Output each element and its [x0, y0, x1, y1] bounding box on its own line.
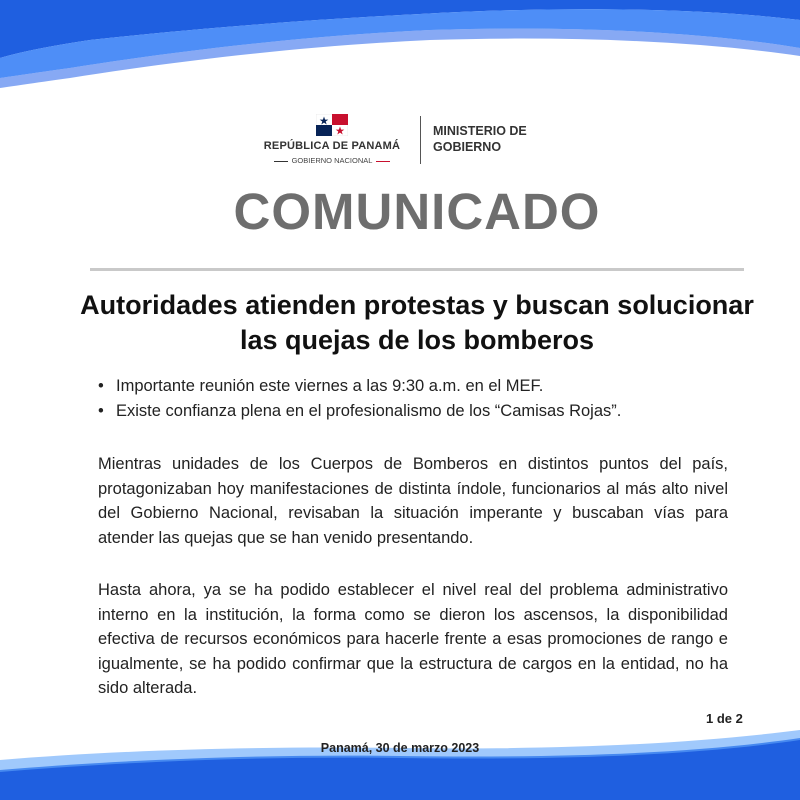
headline: Autoridades atienden protestas y buscan solucionar las quejas de los bomberos — [80, 290, 754, 355]
page-number: 1 de 2 — [706, 711, 743, 726]
document-title: COMUNICADO — [233, 183, 601, 240]
bullet-text: Existe confianza plena en el profesionalismo de los “Camisas Rojas”. — [116, 402, 622, 420]
letterhead — [0, 112, 800, 168]
bullet-text: Importante reunión este viernes a las 9:30 a.m. en el MEF. — [116, 377, 544, 395]
government-subtitle — [258, 156, 406, 165]
right-dash — [376, 161, 390, 162]
bullet-icon: • — [98, 377, 104, 395]
bullet-icon: • — [98, 402, 104, 420]
title-rule — [90, 268, 744, 271]
left-dash — [274, 161, 288, 162]
panama-flag-icon — [316, 114, 348, 136]
body-paragraph: Hasta ahora, ya se ha podido establecer el nivel real del problema administrativo interno en la institución, la forma como se dieron los ascensos, la disponibilidad efectiva de recursos económicos para hacerle frente a esas promociones de rango e igualmente, se ha podido confirmar que la estructura de cargos en la entidad, no ha sido alterada. — [98, 581, 728, 697]
bullet-list — [98, 374, 758, 424]
bullet-item — [98, 374, 758, 399]
bullet-item — [98, 399, 758, 424]
ministry-name: MINISTERIO DE GOBIERNO — [433, 124, 527, 154]
government-label: GOBIERNO NACIONAL — [291, 156, 373, 165]
header-divider — [420, 116, 421, 164]
republic-name: REPÚBLICA DE PANAMÁ — [263, 140, 401, 152]
body-paragraph: Mientras unidades de los Cuerpos de Bomberos en distintos puntos del país, protagonizaban hoy manifestaciones de distinta índole, funcionarios al más alto nivel del Gobierno Nacional, revisaban la situación imperante y buscaban vías para atender las quejas que se han venido presentando. — [98, 455, 728, 547]
top-wave-decoration — [0, 0, 800, 90]
date-line: Panamá, 30 de marzo 2023 — [320, 741, 480, 755]
